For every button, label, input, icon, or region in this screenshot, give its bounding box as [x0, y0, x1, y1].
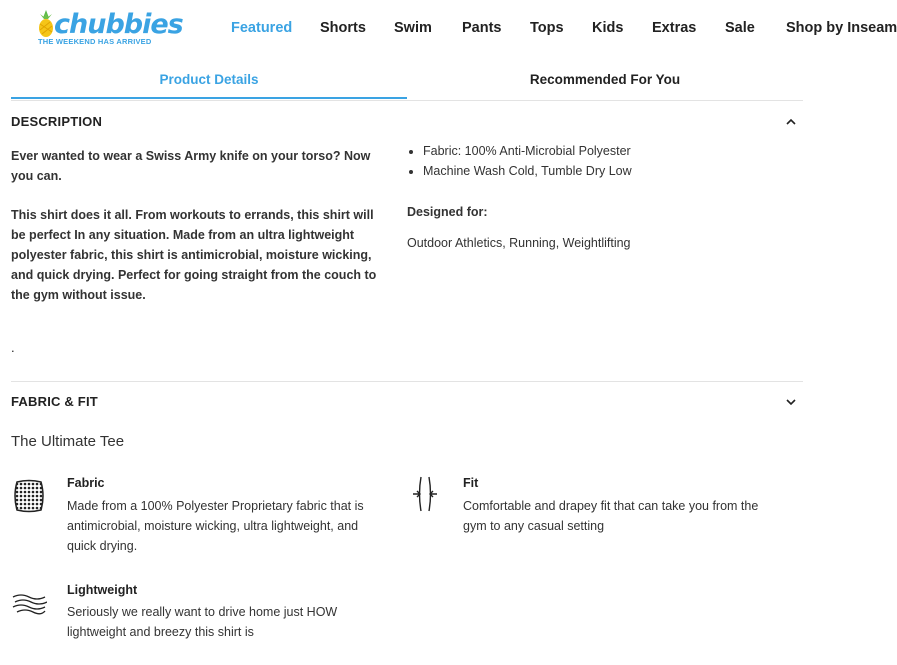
nav-swim[interactable]: Swim [394, 20, 432, 36]
fabric-fit-subtitle: The Ultimate Tee [11, 433, 125, 450]
feature-fabric-text: Made from a 100% Polyester Proprietary fabric that is antimicrobial, moisture wicking, ultra lightweight, and quick drying. [67, 499, 364, 553]
nav-shop-by-inseam[interactable]: Shop by Inseam [786, 20, 897, 36]
nav-sale[interactable]: Sale [725, 20, 755, 36]
feature-fit-text: Comfortable and drapey fit that can take you from the gym to any casual setting [463, 499, 759, 533]
tab-recommended[interactable]: Recommended For You [529, 72, 681, 87]
designed-for-label: Designed for: [407, 205, 488, 219]
spec-item: • Fabric: 100% Anti-Microbial Polyester [423, 141, 632, 161]
description-accordion-header[interactable] [11, 114, 803, 134]
brand-wordmark: chubbies [54, 9, 183, 40]
feature-fabric-title: Fabric [67, 476, 105, 490]
fabric-fit-title: FABRIC & FIT [11, 394, 98, 409]
feature-lightweight-title: Lightweight [67, 583, 138, 597]
spec-list [407, 141, 632, 181]
description-title: DESCRIPTION [11, 114, 103, 129]
brand-tagline: THE WEEKEND HAS ARRIVED [38, 37, 152, 46]
nav-shorts[interactable]: Shorts [320, 20, 366, 36]
nav-extras[interactable]: Extras [652, 20, 697, 36]
nav-featured[interactable]: Featured [231, 20, 293, 36]
nav-pants[interactable]: Pants [462, 20, 502, 36]
chevron-down-icon [785, 396, 797, 408]
feature-lightweight-text: Seriously we really want to drive home just HOW lightweight and breezy this shirt is [67, 605, 338, 639]
pineapple-icon [36, 10, 56, 38]
site-header [0, 0, 897, 60]
description-body [11, 146, 387, 324]
fabric-fit-accordion-header[interactable] [11, 394, 803, 414]
fit-arrows-icon [407, 476, 443, 512]
nav-tops[interactable]: Tops [530, 20, 564, 36]
description-para-1: Ever wanted to wear a Swiss Army knife on your torso? Now you can. [11, 149, 371, 183]
product-tabs [11, 68, 803, 101]
designed-for-value: Outdoor Athletics, Running, Weightlifting [407, 236, 631, 250]
feature-fit-title: Fit [463, 476, 479, 490]
spec-item: • Machine Wash Cold, Tumble Dry Low [423, 161, 632, 181]
tab-product-details[interactable]: Product Details [11, 68, 407, 99]
description-dot: . [11, 340, 15, 355]
nav-kids[interactable]: Kids [592, 20, 624, 36]
section-divider [11, 381, 803, 382]
description-para-2: This shirt does it all. From workouts to errands, this shirt will be perfect In any situation. Made from an ultra lightweight polyester fabric, this shirt is antimicrobial, moisture wicking, and quick drying. Perfect for going straight from the couch to the gym without issue. [11, 208, 377, 302]
lightweight-wind-icon [11, 587, 47, 623]
fabric-mesh-icon [11, 478, 47, 514]
chevron-up-icon [785, 116, 797, 128]
brand-logo[interactable] [36, 9, 183, 50]
